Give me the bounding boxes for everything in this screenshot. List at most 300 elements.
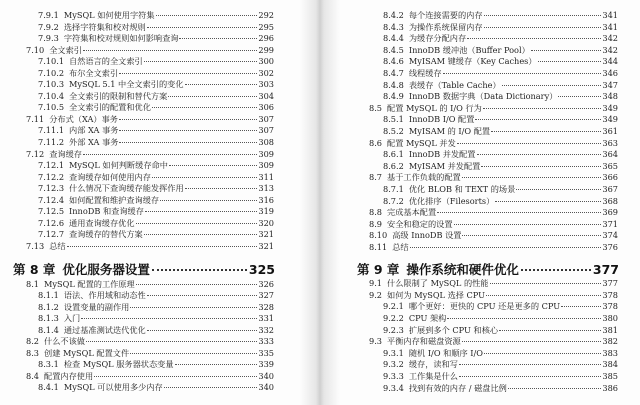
entry-title: MySQL 可以使用多少内存 [63,381,163,392]
entry-number: 8.4.5 [383,44,404,55]
entry-number: 7.10.3 [38,79,65,90]
entry-number: 8.3 [26,347,40,358]
toc-entry[interactable] [26,183,274,195]
entry-page: 296 [258,33,274,44]
entry-number: 8.4.8 [383,79,404,90]
entry-page: 299 [258,44,274,55]
entry-number: 7.12 [26,148,45,159]
dot-leader [484,15,602,16]
entry-title: 总结 [392,241,409,252]
chapter-page: 377 [592,262,619,277]
entry-page: 341 [602,21,618,32]
entry-number: 8.5.1 [383,114,404,125]
entry-page: 386 [602,382,618,393]
toc-entry[interactable] [26,160,274,172]
toc-list-bottom [369,278,618,394]
entry-title: 完成基本配置 [387,207,437,218]
entry-page: 364 [602,149,618,160]
toc-entry[interactable] [369,91,618,103]
entry-title: 设置变量的副作用 [63,301,130,312]
entry-number: 7.12.7 [38,229,65,240]
dot-leader [447,318,601,319]
entry-page: 376 [602,241,618,252]
entry-page: 311 [258,171,274,182]
entry-page: 385 [602,371,618,382]
entry-page: 347 [602,79,618,90]
entry-page: 374 [602,230,618,241]
toc-entry[interactable] [369,45,618,57]
entry-page: 302 [258,67,274,78]
entry-title: MySQL 配置的工作原理 [44,279,135,289]
dot-leader [160,200,257,201]
dot-leader [484,353,601,354]
entry-page: 309 [258,160,274,171]
dot-leader [119,119,257,120]
entry-title: 查询缓存 [49,148,82,159]
dot-leader [179,38,257,39]
entry-title: 通过基准测试迭代优化 [63,324,146,335]
entry-page: 320 [258,217,274,228]
entry-title: InnoDB I/O 配置 [408,114,475,125]
dot-leader [486,295,601,296]
entry-number: 8.10 [369,230,388,241]
entry-number: 8.2 [26,336,40,347]
dot-leader [462,235,601,236]
entry-title: 总结 [49,240,66,251]
dot-leader [156,15,258,16]
toc-entry[interactable] [26,33,274,45]
dot-leader [119,73,257,74]
chapter-heading[interactable] [357,260,619,278]
entry-number: 8.1.4 [38,324,59,335]
entry-title: 什么不该做 [44,336,85,347]
entry-page: 339 [258,359,274,370]
entry-page: 307 [258,125,274,136]
entry-title: 找到有效的内存 / 磁盘比例 [408,382,507,393]
dot-leader [152,177,257,178]
entry-title: 什么限制了 MySQL 的性能 [387,278,489,288]
dot-leader [495,201,601,202]
entry-title: 高级 InnoDB 设置 [392,230,462,241]
toc-entry[interactable] [369,114,618,126]
entry-page: 308 [258,137,274,148]
toc-list-bottom [26,279,274,393]
entry-title: 自然语言的全文索引 [69,56,143,67]
dot-leader [561,306,601,307]
entry-title: 优化 BLOB 和 TEXT 的场景 [408,183,516,194]
dot-leader [521,269,591,271]
entry-page: 319 [258,206,274,217]
toc-entry[interactable] [369,10,618,22]
toc-entry[interactable] [26,149,274,161]
toc-entry[interactable] [369,278,618,290]
entry-title: 全文索引的配置和优化 [69,102,151,113]
toc-entry[interactable] [26,279,274,290]
entry-number: 8.11 [369,241,388,252]
chapter-title: 优化服务器设置 [62,262,150,277]
toc-entry[interactable] [369,149,618,161]
toc-list-top [369,10,618,253]
entry-page: 303 [258,79,274,90]
right-page [330,0,640,405]
entry-title: 每个连接需要的内存 [408,10,483,20]
entry-title: MyISAM 的 I/O 配置 [408,125,491,136]
chapter-title: 操作系统和硬件优化 [406,262,519,277]
entry-page: 340 [258,381,274,392]
dot-leader [437,212,601,213]
dot-leader [136,284,258,285]
entry-number: 9.3.2 [383,359,404,370]
dot-leader [481,166,601,167]
entry-title: 布尔全文索引 [69,67,119,78]
entry-title: 平衡内存和磁盘资源 [387,336,461,347]
toc-entry[interactable] [26,241,274,253]
entry-number: 7.11.1 [38,125,65,136]
entry-title: 配置 MySQL 的 I/O 行为 [387,102,482,113]
toc-entry[interactable] [369,290,618,302]
entry-page: 342 [602,33,618,44]
toc-entry[interactable] [26,382,274,393]
entry-page: 340 [258,370,274,381]
entry-number: 8.4.4 [383,33,404,44]
entry-title: 工作集是什么 [408,371,458,382]
dot-leader [152,107,257,108]
entry-number: 8.6.1 [383,149,404,160]
entry-title: 检查 MySQL 服务器状态变量 [63,359,174,370]
entry-number: 8.4.3 [383,21,404,32]
dot-leader [144,61,258,62]
entry-page: 383 [602,347,618,358]
dot-leader [410,247,602,248]
entry-title: 什么情况下查询缓存能发挥作用 [69,183,184,194]
entry-number: 8.1.1 [38,290,59,301]
toc-entry[interactable] [26,206,274,218]
toc-entry[interactable] [369,172,618,184]
dot-leader [130,307,257,308]
dot-leader [83,50,257,51]
entry-number: 7.12.4 [38,194,65,205]
entry-title: CPU 架构 [408,312,447,323]
toc-entry[interactable] [369,80,618,92]
dot-leader [152,269,247,271]
entry-number: 8.5 [369,102,383,113]
toc-entry[interactable] [369,336,618,348]
dot-leader [169,165,257,166]
entry-title: 分布式（XA）事务 [49,113,118,124]
dot-leader [147,295,258,296]
entry-title: 如何配置和维护查询缓存 [69,194,160,205]
dot-leader [462,177,602,178]
entry-number: 7.10.5 [38,102,65,113]
toc-entry[interactable] [26,22,274,34]
entry-page: 367 [602,183,618,194]
entry-title: MySQL 如何使用字符集 [63,10,155,20]
toc-entry[interactable] [369,242,618,254]
entry-page: 306 [258,102,274,113]
entry-title: MySQL 如何判断缓存命中 [69,160,168,171]
dot-leader [462,341,602,342]
entry-title: 优化排序（Filesorts） [408,195,495,206]
entry-number: 7.12.5 [38,206,65,217]
entry-title: InnoDB 和查询缓存 [69,206,144,217]
entry-number: 9.2 [369,289,383,300]
dot-leader [185,188,258,189]
toc-entry[interactable] [26,336,274,347]
entry-page: 349 [602,114,618,125]
entry-title: 表缓存（Table Cache） [408,79,501,90]
entry-page: 295 [258,21,274,32]
entry-number: 9.2.3 [383,324,404,335]
entry-number: 8.7.2 [383,195,404,206]
entry-title: MyISAM 键缓存（Key Caches） [408,56,537,67]
entry-number: 8.4.9 [383,91,404,102]
toc-entry[interactable] [26,218,274,230]
dot-leader [502,85,602,86]
entry-number: 8.8 [369,207,383,218]
entry-page: 381 [602,324,618,335]
dot-leader [538,61,602,62]
entry-number: 8.6.2 [383,160,404,171]
entry-title: InnoDB 数据字典（Data Dictionary） [408,91,558,102]
toc-entry[interactable] [369,33,618,45]
dot-leader [147,27,258,28]
toc-entry[interactable] [369,138,618,150]
toc-entry[interactable] [26,68,274,80]
chapter-label: 第 8 章 [13,262,56,277]
dot-leader [491,131,601,132]
dot-leader [467,38,601,39]
toc-entry[interactable] [369,348,618,360]
entry-title: 配置 MySQL 并发 [387,137,456,148]
entry-page: 313 [258,183,274,194]
toc-entry[interactable] [369,371,618,383]
entry-page: 300 [258,56,274,67]
dot-leader [83,154,257,155]
dot-leader [459,364,601,365]
entry-page: 363 [602,137,618,148]
toc-entry[interactable] [369,103,618,115]
dot-leader [130,353,257,354]
toc-entry[interactable] [369,56,618,68]
entry-number: 9.1 [369,278,383,288]
toc-entry[interactable] [26,172,274,184]
entry-number: 7.12.1 [38,160,65,171]
entry-number: 7.13 [26,240,45,251]
entry-title: 扩展到多个 CPU 和核心 [408,324,499,335]
entry-page: 321 [258,229,274,240]
entry-number: 7.9.1 [38,10,59,20]
entry-number: 8.7.1 [383,183,404,194]
chapter-heading[interactable] [13,260,275,278]
entry-number: 9.2.2 [383,312,404,323]
entry-page: 321 [258,240,274,251]
toc-entry[interactable] [26,359,274,370]
entry-number: 7.9.2 [38,21,59,32]
entry-title: 为操作系统保留内存 [408,21,483,32]
entry-number: 8.4.1 [38,381,59,392]
dot-leader [175,364,258,365]
left-page [0,0,300,405]
entry-page: 344 [602,56,618,67]
entry-number: 9.3.4 [383,382,404,393]
dot-leader [67,246,258,247]
toc-entry[interactable] [369,219,618,231]
toc-entry[interactable] [26,325,274,336]
entry-page: 348 [602,91,618,102]
entry-page: 380 [602,312,618,323]
dot-leader [459,376,601,377]
toc-entry[interactable] [369,301,618,313]
dot-leader [475,119,601,120]
toc-entry[interactable] [26,302,274,313]
entry-title: 如何为 MySQL 选择 CPU [387,289,486,300]
entry-page: 384 [602,359,618,370]
toc-entry[interactable] [369,325,618,337]
entry-title: 全文索引 [49,44,82,55]
entry-title: 入门 [63,313,81,324]
entry-number: 9.3.1 [383,347,404,358]
entry-title: 创建 MySQL 配置文件 [44,347,130,358]
toc-entry[interactable] [26,45,274,57]
entry-page: 328 [258,301,274,312]
dot-leader [119,130,257,131]
dot-leader [86,341,257,342]
dot-leader [119,142,257,143]
entry-title: 缓存，读和写 [408,359,458,370]
entry-number: 8.1.2 [38,301,59,312]
entry-title: 查询缓存的替代方案 [69,229,143,240]
entry-number: 8.7 [369,172,383,183]
entry-page: 292 [258,10,274,20]
toc-list-top [26,10,274,252]
dot-leader [454,224,602,225]
entry-page: 304 [258,90,274,101]
entry-page: 316 [258,194,274,205]
dot-leader [144,234,258,235]
toc-entry[interactable] [26,102,274,114]
toc-entry[interactable] [26,125,274,137]
dot-leader [168,96,257,97]
toc-entry[interactable] [26,348,274,359]
entry-number: 8.1 [26,279,40,289]
toc-entry[interactable] [26,56,274,68]
entry-number: 8.9 [369,218,383,229]
entry-number: 8.4.7 [383,67,404,78]
dot-leader [531,50,602,51]
entry-title: 配置内存使用 [44,370,94,381]
entry-page: 378 [602,301,618,312]
entry-number: 7.10 [26,44,45,55]
dot-leader [164,387,258,388]
entry-title: 全文索引的限制和替代方案 [69,90,168,101]
dot-leader [185,84,258,85]
toc-entry[interactable] [26,91,274,103]
entry-title: InnoDB 并发配置 [408,149,476,160]
entry-number: 7.11 [26,113,45,124]
toc-entry[interactable] [369,184,618,196]
entry-number: 7.9.3 [38,33,59,44]
toc-entry[interactable] [369,359,618,371]
entry-title: MySQL 5.1 中全文索引的变化 [69,79,184,90]
dot-leader [136,223,258,224]
entry-title: 语法、作用域和动态性 [63,290,146,301]
chapter-page: 325 [248,262,275,277]
toc-entry[interactable] [369,126,618,138]
dot-leader [94,376,257,377]
entry-page: 326 [258,279,274,289]
entry-number: 8.1.3 [38,313,59,324]
entry-number: 7.12.3 [38,183,65,194]
entry-title: 选择字符集和校对规则 [63,21,146,32]
dot-leader [499,330,601,331]
dot-leader [483,108,602,109]
toc-entry[interactable] [26,371,274,382]
entry-page: 333 [258,336,274,347]
entry-page: 331 [258,313,274,324]
toc-entry[interactable] [26,79,274,91]
entry-page: 368 [602,195,618,206]
dot-leader [508,388,601,389]
toc-entry[interactable] [26,10,274,22]
entry-number: 7.10.1 [38,56,65,67]
toc-entry[interactable] [369,230,618,242]
entry-page: 361 [602,125,618,136]
dot-leader [558,96,601,97]
chapter-label: 第 9 章 [357,262,400,277]
dot-leader [477,154,602,155]
entry-page: 335 [258,347,274,358]
entry-number: 8.4.6 [383,56,404,67]
entry-number: 8.4.2 [383,10,404,20]
entry-title: 外部 XA 事务 [69,137,119,148]
toc-entry[interactable] [369,207,618,219]
entry-title: 基于工作负载的配置 [387,172,461,183]
entry-title: 安全和稳定的设置 [387,218,453,229]
entry-page: 327 [258,290,274,301]
entry-title: 线程缓存 [408,67,442,78]
dot-leader [443,73,602,74]
toc-entry[interactable] [26,195,274,207]
toc-entry[interactable] [26,137,274,149]
entry-page: 309 [258,148,274,159]
entry-page: 307 [258,113,274,124]
toc-entry[interactable] [369,161,618,173]
toc-entry[interactable] [26,313,274,324]
toc-entry[interactable] [26,290,274,301]
entry-number: 9.3.3 [383,371,404,382]
toc-entry[interactable] [369,383,618,395]
toc-entry[interactable] [26,229,274,241]
dot-leader [145,211,257,212]
entry-title: 查询缓存如何使用内存 [69,171,151,182]
entry-title: InnoDB 缓冲池（Buffer Pool） [408,44,530,55]
entry-title: 随机 I/O 和顺序 I/O [408,347,483,358]
entry-page: 369 [602,207,618,218]
toc-entry[interactable] [26,114,274,126]
entry-title: MyISAM 并发配置 [408,160,481,171]
entry-number: 9.2.1 [383,301,404,312]
toc-entry[interactable] [369,196,618,208]
toc-entry[interactable] [369,22,618,34]
toc-entry[interactable] [369,313,618,325]
entry-number: 8.3.1 [38,359,59,370]
entry-page: 332 [258,324,274,335]
entry-number: 9.3 [369,336,383,347]
entry-title: 内部 XA 事务 [69,125,119,136]
entry-page: 365 [602,160,618,171]
entry-number: 8.5.2 [383,125,404,136]
toc-entry[interactable] [369,68,618,80]
